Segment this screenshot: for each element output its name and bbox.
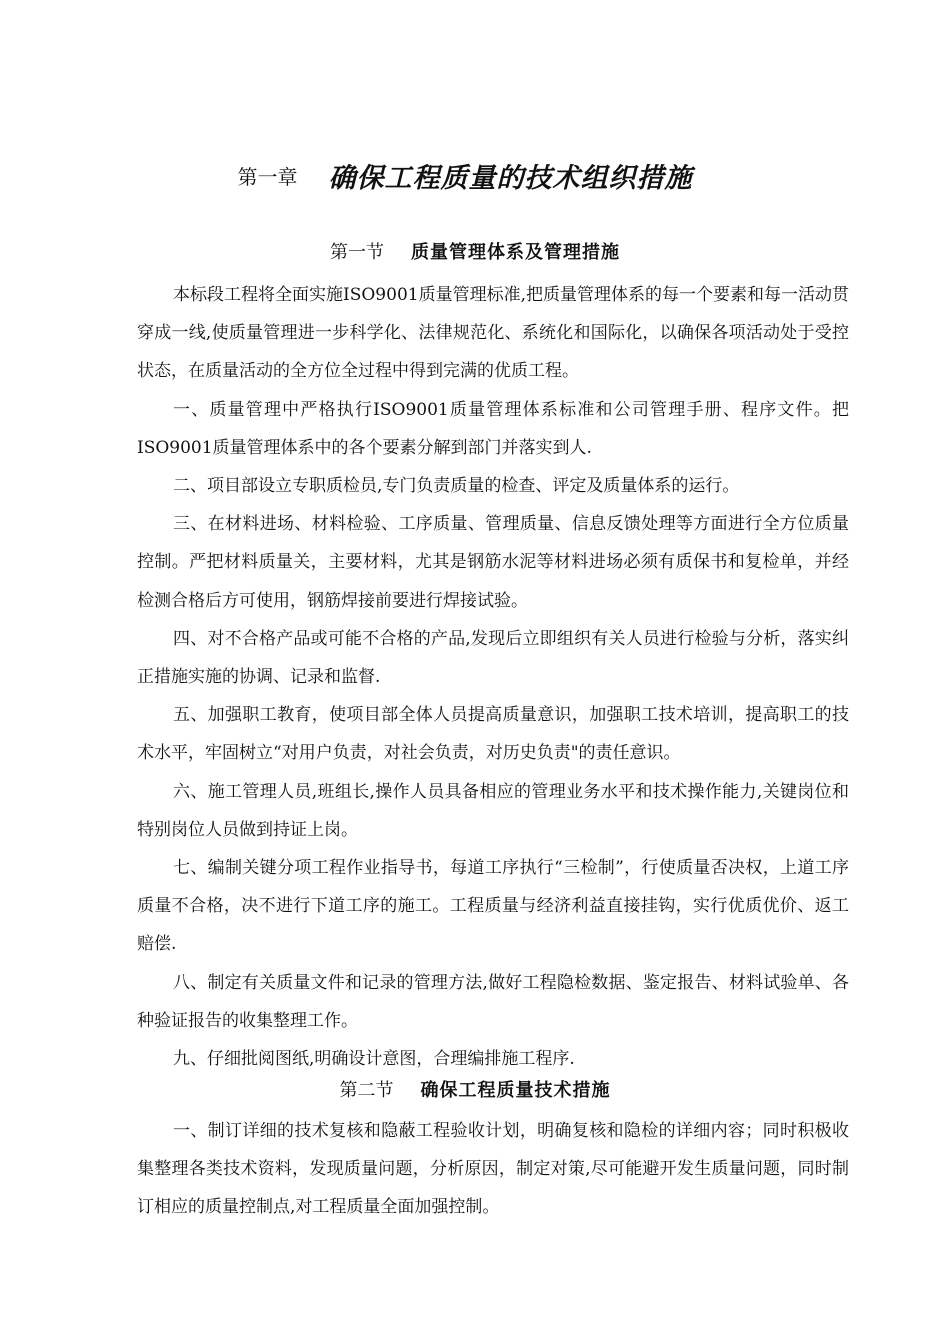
chapter-heading <box>0 156 930 195</box>
paragraph-item-7: 七、编制关键分项工程作业指导书，每道工序执行“三检制”，行使质量否决权，上道工序质量不合格，决不进行下道工序的施工。工程质量与经济利益直接挂钩，实行优质优价、返工赔偿. <box>137 858 849 955</box>
paragraph-item-5: 五、加强职工教育，使项目部全体人员提高质量意识，加强职工技术培训，提高职工的技术水平，牢固树立“对用户负责，对社会负责，对历史负责"的责任意识。 <box>137 705 849 764</box>
section-2-body <box>137 1112 849 1227</box>
paragraph-item-4: 四、对不合格产品或可能不合格的产品,发现后立即组织有关人员进行检验与分析，落实纠正措施实施的协调、记录和监督. <box>137 628 849 688</box>
paragraph-intro: 本标段工程将全面实施ISO9001质量管理标准,把质量管理体系的每一个要素和每一活动贯穿成一线,使质量管理进一步科学化、法律规范化、系统化和国际化，以确保各项活动处于受控状态，在质量活动的全方位全过程中得到完满的优质工程。 <box>137 285 849 382</box>
paragraph-item-3: 三、在材料进场、材料检验、工序质量、管理质量、信息反馈处理等方面进行全方位质量控制。严把材料质量关，主要材料，尤其是钢筋水泥等材料进场必须有质保书和复检单，并经检测合格后方可使用，钢筋焊接前要进行焊接试验。 <box>137 514 849 611</box>
section-1-body <box>137 276 849 1078</box>
paragraph-item-2: 二、项目部设立专职质检员,专门负责质量的检查、评定及质量体系的运行。 <box>173 476 740 497</box>
chapter-title: 确保工程质量的技术组织措施 <box>328 163 693 194</box>
section-title: 确保工程质量技术措施 <box>420 1080 611 1101</box>
section-number: 第二节 <box>339 1080 394 1101</box>
section-heading-1 <box>0 238 950 264</box>
paragraph-item-1: 一、制订详细的技术复核和隐蔽工程验收计划，明确复核和隐检的详细内容；同时积极收集整理各类技术资料，发现质量问题，分析原因，制定对策,尽可能避开发生质量问题，同时制订相应的质量控制点,对工程质量全面加强控制。 <box>137 1121 849 1218</box>
section-title: 质量管理体系及管理措施 <box>411 242 621 263</box>
section-heading-2 <box>0 1076 950 1102</box>
chapter-number: 第一章 <box>237 165 298 189</box>
paragraph-item-9: 九、仔细批阅图纸,明确设计意图，合理编排施工程序. <box>173 1049 575 1070</box>
paragraph-item-6: 六、施工管理人员,班组长,操作人员具备相应的管理业务水平和技术操作能力,关键岗位和特别岗位人员做到持证上岗。 <box>137 781 849 840</box>
paragraph-item-1: 一、质量管理中严格执行ISO9001质量管理体系标准和公司管理手册、程序文件。把ISO9001质量管理体系中的各个要素分解到部门并落实到人. <box>137 399 849 458</box>
section-number: 第一节 <box>329 242 384 263</box>
paragraph-item-8: 八、制定有关质量文件和记录的管理方法,做好工程隐检数据、鉴定报告、材料试验单、各种验证报告的收集整理工作。 <box>137 972 849 1031</box>
